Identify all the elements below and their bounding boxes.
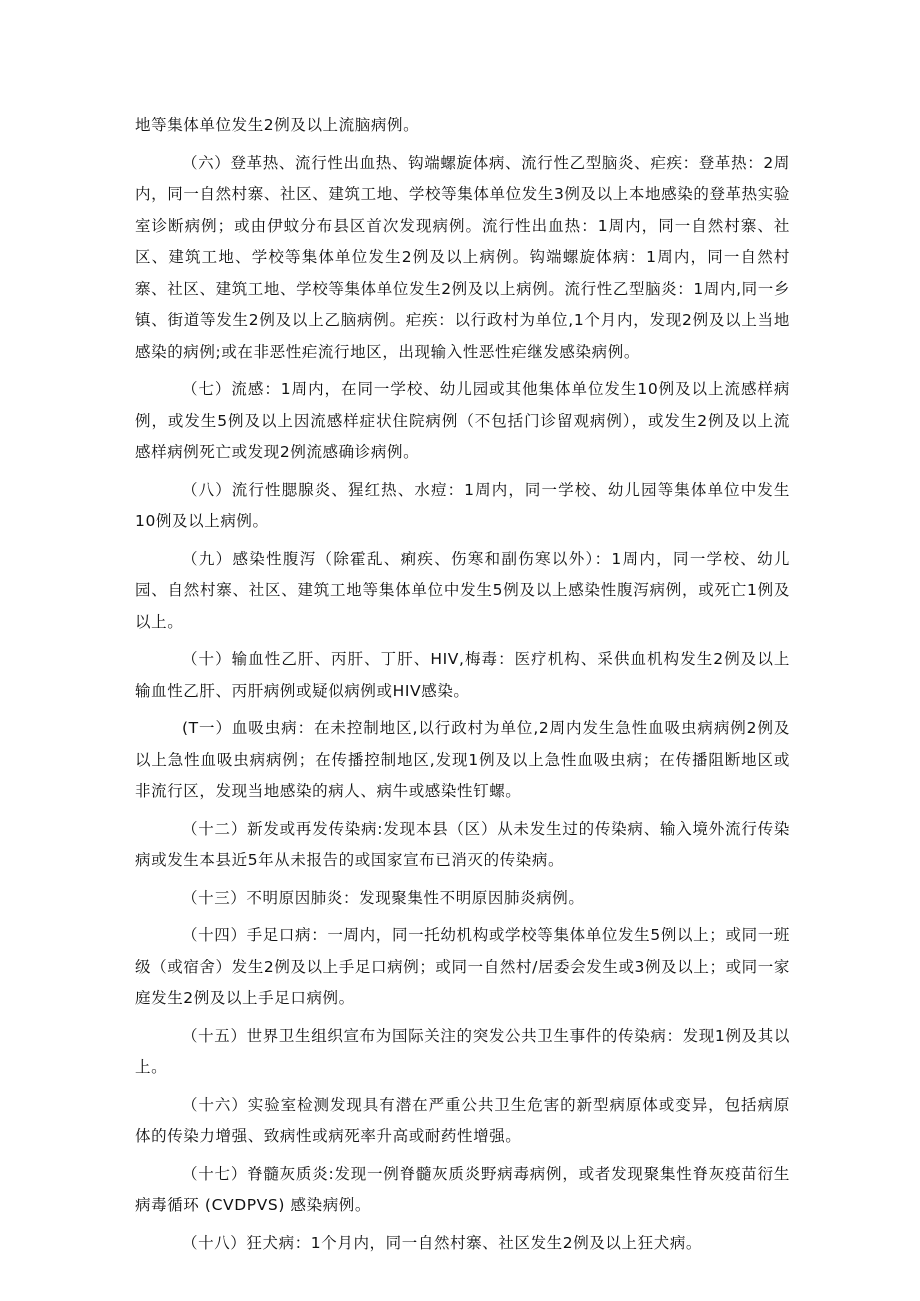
paragraph-item-13: （十三）不明原因肺炎：发现聚集性不明原因肺炎病例。 <box>182 888 585 907</box>
paragraph-item-8: （八）流行性腮腺炎、猩红热、水痘：1周内，同一学校、幼儿园等集体单位中发生10例及以上病例。 <box>135 480 790 530</box>
document-body <box>135 110 790 1265</box>
paragraph-item-15: （十五）世界卫生组织宣布为国际关注的突发公共卫生事件的传染病：发现1例及其以上。 <box>135 1026 790 1076</box>
paragraph-continuation: 地等集体单位发生2例及以上流脑病例。 <box>135 116 420 134</box>
paragraph-item-18: （十八）狂犬病：1个月内，同一自然村寨、社区发生2例及以上狂犬病。 <box>182 1233 703 1252</box>
paragraph-item-6: （六）登革热、流行性出血热、钩端螺旋体病、流行性乙型脑炎、疟疾：登革热：2周内，同一自然村寨、社区、建筑工地、学校等集体单位发生3例及以上本地感染的登革热实验室诊断病例；或由伊蚊分布县区首次发现病例。流行性出血热：1周内，同一自然村寨、社区、建筑工地、学校等集体单位发生2例及以上病例。钩端螺旋体病：1周内，同一自然村寨、社区、建筑工地、学校等集体单位发生2例及以上病例。流行性乙型脑炎：1周内,同一乡镇、街道等发生2例及以上乙脑病例。疟疾：以行政村为单位,1个月内，发现2例及以上当地感染的病例;或在非恶性疟流行地区，出现输入性恶性疟继发感染病例。 <box>135 153 790 361</box>
paragraph-item-9: （九）感染性腹泻（除霍乱、痢疾、伤寒和副伤寒以外）：1周内，同一学校、幼儿园、自然村寨、社区、建筑工地等集体单位中发生5例及以上感染性腹泻病例，或死亡1例及以上。 <box>135 549 790 631</box>
paragraph-item-16: （十六）实验室检测发现具有潜在严重公共卫生危害的新型病原体或变异，包括病原体的传染力增强、致病性或病死率升高或耐药性增强。 <box>135 1095 790 1145</box>
paragraph-item-17: （十七）脊髓灰质炎:发现一例脊髓灰质炎野病毒病例，或者发现聚集性脊灰疫苗衍生病毒循环 (CVDPVS) 感染病例。 <box>135 1164 790 1214</box>
paragraph-item-10: （十）输血性乙肝、丙肝、丁肝、HIV,梅毒：医疗机构、采供血机构发生2例及以上输血性乙肝、丙肝病例或疑似病例或HIV感染。 <box>135 650 790 700</box>
paragraph-item-14: （十四）手足口病：一周内，同一托幼机构或学校等集体单位发生5例以上；或同一班级（或宿舍）发生2例及以上手足口病例；或同一自然村/居委会发生或3例及以上；或同一家庭发生2例及以上手足口病例。 <box>135 926 790 1007</box>
paragraph-item-12: （十二）新发或再发传染病:发现本县（区）从未发生过的传染病、输入境外流行传染病或发生本县近5年从未报告的或国家宣布已消灭的传染病。 <box>135 819 790 869</box>
paragraph-item-11: (T一）血吸虫病：在未控制地区,以行政村为单位,2周内发生急性血吸虫病病例2例及以上急性血吸虫病病例；在传播控制地区,发现1例及以上急性血吸虫病；在传播阻断地区或非流行区，发现当地感染的病人、病牛或感染性钉螺。 <box>135 719 790 800</box>
paragraph-item-7: （七）流感：1周内，在同一学校、幼儿园或其他集体单位发生10例及以上流感样病例，或发生5例及以上因流感样症状住院病例（不包括门诊留观病例），或发生2例及以上流感样病例死亡或发现2例流感确诊病例。 <box>135 380 790 461</box>
